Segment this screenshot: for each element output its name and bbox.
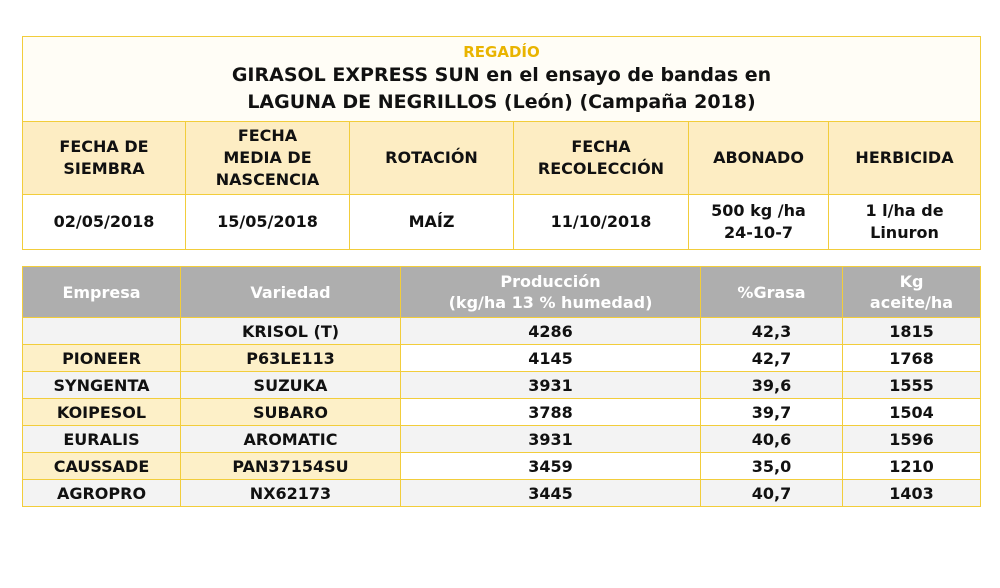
table-row [23, 318, 981, 345]
col-empresa: Empresa [23, 267, 181, 318]
value-fecha-recoleccion: 11/10/2018 [514, 195, 689, 250]
cell-empresa: EURALIS [23, 426, 181, 453]
cell-variedad: P63LE113 [181, 345, 401, 372]
cell-empresa: CAUSSADE [23, 453, 181, 480]
col-produccion-line-2: (kg/ha 13 % humedad) [448, 293, 653, 312]
cell-aceite: 1596 [843, 426, 981, 453]
header-fecha-nascencia [186, 122, 350, 195]
info-header-row [23, 122, 981, 195]
cell-empresa: KOIPESOL [23, 399, 181, 426]
cell-produccion: 3459 [401, 453, 701, 480]
cell-grasa: 39,6 [701, 372, 843, 399]
table-row [23, 372, 981, 399]
cell-grasa: 35,0 [701, 453, 843, 480]
cell-grasa: 42,3 [701, 318, 843, 345]
cell-grasa: 42,7 [701, 345, 843, 372]
header-herbicida: HERBICIDA [829, 122, 981, 195]
header-rotacion: ROTACIÓN [350, 122, 514, 195]
value-herbicida-line-2: Linuron [870, 223, 939, 242]
cell-produccion: 4145 [401, 345, 701, 372]
cell-produccion: 3445 [401, 480, 701, 507]
table-row [23, 345, 981, 372]
cell-variedad: SUBARO [181, 399, 401, 426]
value-rotacion: MAÍZ [350, 195, 514, 250]
col-produccion [401, 267, 701, 318]
trial-info-table [22, 36, 981, 250]
col-produccion-line-1: Producción [500, 272, 601, 291]
pretitle: REGADÍO [463, 43, 540, 61]
value-herbicida [829, 195, 981, 250]
col-aceite-line-2: aceite/ha [869, 293, 954, 312]
cell-aceite: 1768 [843, 345, 981, 372]
cell-variedad: SUZUKA [181, 372, 401, 399]
title-block [23, 37, 981, 122]
cell-empresa: AGROPRO [23, 480, 181, 507]
cell-produccion: 3788 [401, 399, 701, 426]
results-table [22, 266, 981, 507]
col-aceite [843, 267, 981, 318]
cell-aceite: 1504 [843, 399, 981, 426]
header-fecha-siembra-line-2: SIEMBRA [63, 159, 145, 178]
value-abonado-line-1: 500 kg /ha [711, 201, 806, 220]
cell-aceite: 1815 [843, 318, 981, 345]
header-abonado: ABONADO [689, 122, 829, 195]
header-fecha-siembra-line-1: FECHA DE [59, 137, 149, 156]
header-recoleccion-line-2: RECOLECCIÓN [537, 159, 665, 178]
table-row [23, 480, 981, 507]
table-row [23, 399, 981, 426]
cell-grasa: 40,6 [701, 426, 843, 453]
col-variedad: Variedad [181, 267, 401, 318]
header-recoleccion-line-1: FECHA [571, 137, 631, 156]
info-values-row [23, 195, 981, 250]
cell-variedad: PAN37154SU [181, 453, 401, 480]
cell-empresa: SYNGENTA [23, 372, 181, 399]
results-header-row [23, 267, 981, 318]
cell-produccion: 3931 [401, 372, 701, 399]
header-nascencia-line-3: NASCENCIA [215, 170, 320, 189]
cell-grasa: 39,7 [701, 399, 843, 426]
value-abonado [689, 195, 829, 250]
cell-produccion: 3931 [401, 426, 701, 453]
value-fecha-nascencia: 15/05/2018 [186, 195, 350, 250]
cell-variedad: AROMATIC [181, 426, 401, 453]
cell-empresa: PIONEER [23, 345, 181, 372]
cell-aceite: 1403 [843, 480, 981, 507]
cell-variedad: KRISOL (T) [181, 318, 401, 345]
header-fecha-siembra [23, 122, 186, 195]
cell-variedad: NX62173 [181, 480, 401, 507]
cell-empresa [23, 318, 181, 345]
header-nascencia-line-1: FECHA [237, 126, 298, 145]
cell-grasa: 40,7 [701, 480, 843, 507]
header-fecha-recoleccion [514, 122, 689, 195]
cell-produccion: 4286 [401, 318, 701, 345]
title-line-2: LAGUNA DE NEGRILLOS (León) (Campaña 2018) [247, 91, 756, 113]
table-row [23, 453, 981, 480]
col-grasa: %Grasa [701, 267, 843, 318]
header-nascencia-line-2: MEDIA DE [223, 148, 312, 167]
value-abonado-line-2: 24-10-7 [724, 223, 793, 242]
value-fecha-siembra: 02/05/2018 [23, 195, 186, 250]
cell-aceite: 1555 [843, 372, 981, 399]
title-line-1: GIRASOL EXPRESS SUN en el ensayo de bandas en [231, 64, 772, 86]
cell-aceite: 1210 [843, 453, 981, 480]
table-row [23, 426, 981, 453]
col-aceite-line-1: Kg [899, 272, 924, 291]
value-herbicida-line-1: 1 l/ha de [865, 201, 944, 220]
